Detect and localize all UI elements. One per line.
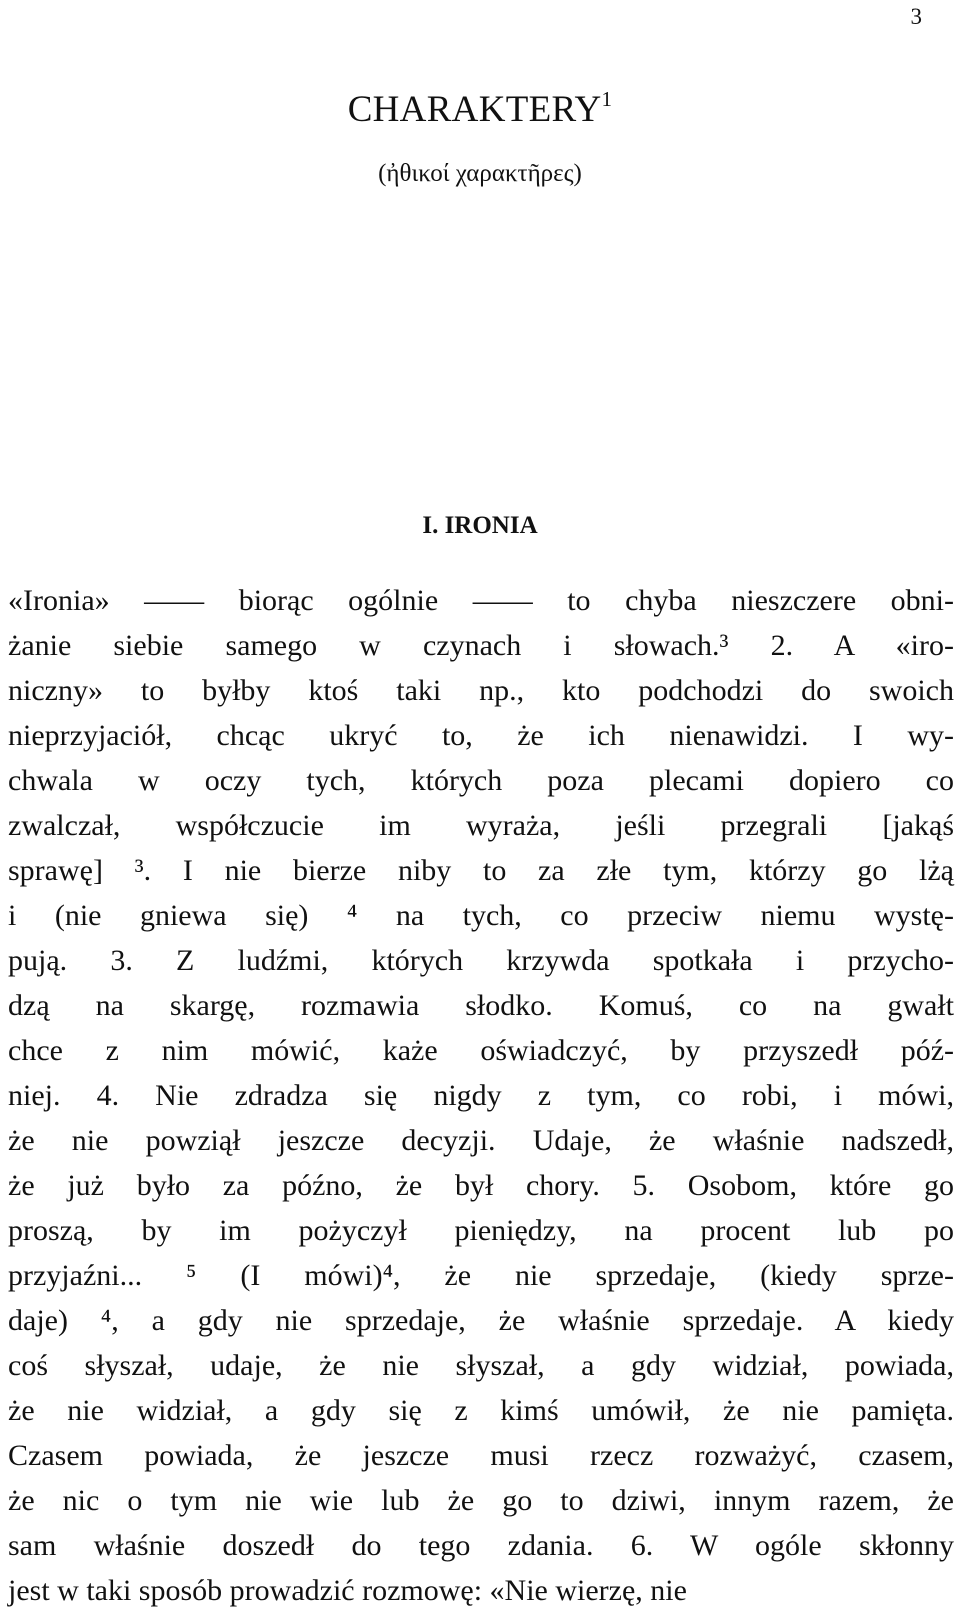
title-footnote-marker: 1: [601, 87, 613, 111]
text-line: pują. 3. Z ludźmi, których krzywda spotkała i przycho-: [8, 944, 954, 977]
title-text: CHARAKTERY: [347, 89, 602, 130]
text-line: sprawę] ³. I nie bierze niby to za złe tym, którzy go lżą: [8, 854, 954, 887]
text-line: że już było za późno, że był chory. 5. Osobom, które go: [8, 1169, 954, 1202]
text-line: dzą na skargę, rozmawia słodko. Komuś, co na gwałt: [8, 989, 954, 1022]
text-line: daje) ⁴, a gdy nie sprzedaje, że właśnie sprzedaje. A kiedy: [8, 1304, 954, 1337]
text-line: że nie powziął jeszcze decyzji. Udaje, że właśnie nadszedł,: [8, 1124, 954, 1157]
text-line: Czasem powiada, że jeszcze musi rzecz rozważyć, czasem,: [8, 1439, 954, 1472]
text-line: sam właśnie doszedł do tego zdania. 6. W ogóle skłonny: [8, 1529, 954, 1562]
page-number: 3: [910, 4, 922, 29]
text-line: niej. 4. Nie zdradza się nigdy z tym, co robi, i mówi,: [8, 1079, 954, 1112]
text-line: i (nie gniewa się) ⁴ na tych, co przeciw niemu wystę-: [8, 899, 954, 932]
text-line: jest w taki sposób prowadzić rozmowę: «Nie wierzę, nie: [8, 1574, 687, 1607]
text-line: coś słyszał, udaje, że nie słyszał, a gdy widział, powiada,: [8, 1349, 954, 1382]
text-line: chwala w oczy tych, których poza plecami dopiero co: [8, 764, 954, 797]
text-line: żanie siebie samego w czynach i słowach.³ 2. A «iro-: [8, 629, 954, 662]
subtitle-greek: (ἠθικοί χαρακτῆρες): [378, 160, 582, 187]
text-line: proszą, by im pożyczył pieniędzy, na procent lub po: [8, 1214, 954, 1247]
text-line: «Ironia» —— biorąc ogólnie —— to chyba nieszczere obni-: [8, 584, 954, 617]
section-heading: I. IRONIA: [422, 512, 538, 539]
text-line: przyjaźni... ⁵ (I mówi)⁴, że nie sprzedaje, (kiedy sprze-: [8, 1259, 954, 1292]
text-line: że nie widział, a gdy się z kimś umówił, że nie pamięta.: [8, 1394, 954, 1427]
text-line: zwalczał, współczucie im wyraża, jeśli przegrali [jakąś: [8, 809, 954, 842]
text-line: niczny» to byłby ktoś taki np., kto podchodzi do swoich: [8, 674, 954, 707]
text-line: że nic o tym nie wie lub że go to dziwi, innym razem, że: [8, 1484, 954, 1517]
page-title: [0, 88, 960, 131]
text-line: nieprzyjaciół, chcąc ukryć to, że ich nienawidzi. I wy-: [8, 719, 954, 752]
text-line: chce z nim mówić, każe oświadczyć, by przyszedł póź-: [8, 1034, 954, 1067]
body-text: [8, 578, 954, 1613]
